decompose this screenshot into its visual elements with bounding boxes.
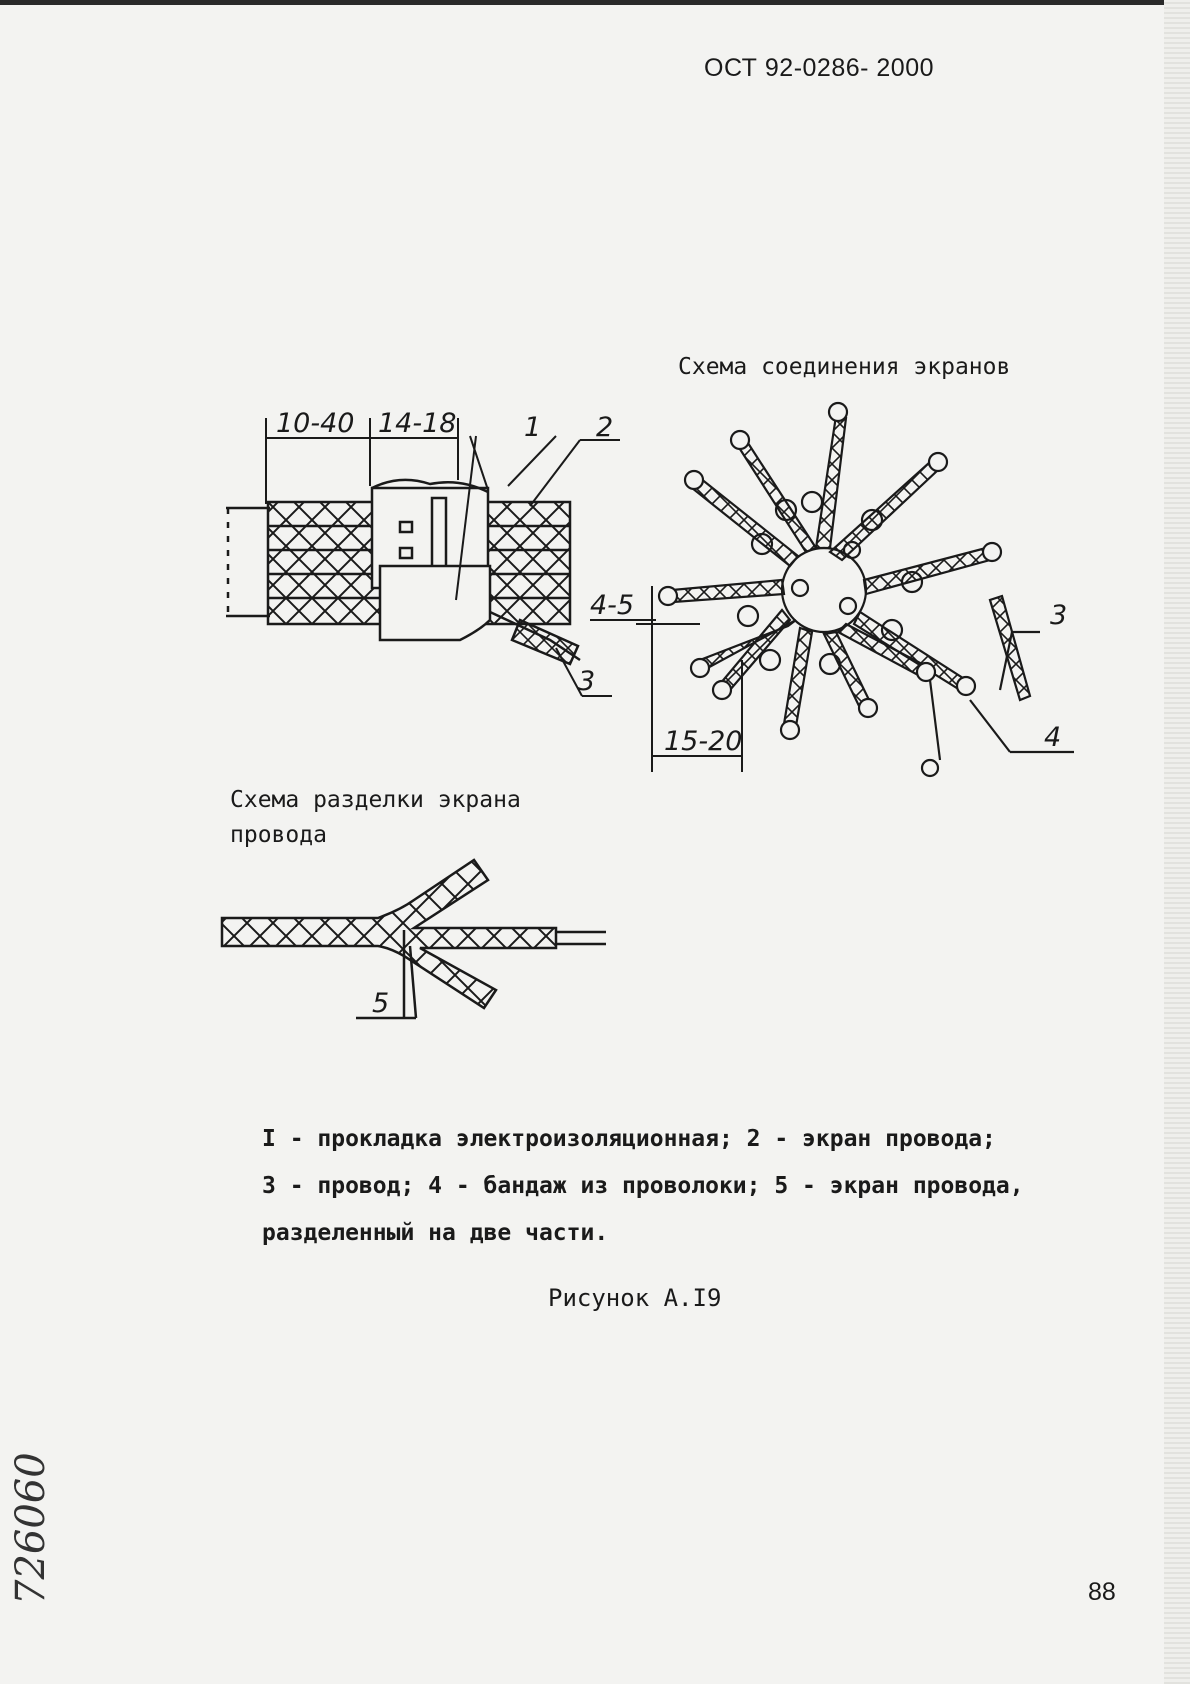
dimension-15-20: 15-20 [664, 726, 743, 757]
callout-3-left: 3 [578, 666, 596, 697]
margin-stamp: 726060 [8, 1452, 54, 1605]
callout-4: 4 [1044, 722, 1062, 753]
caption-joining-scheme: Схема соединения экранов [678, 354, 1011, 380]
shield-joining-star [659, 403, 1074, 776]
callout-3-right: 3 [1050, 600, 1068, 631]
figure-title: Рисунок А.I9 [548, 1284, 722, 1312]
callout-5: 5 [372, 988, 390, 1019]
caption-cutting-scheme: Схема разделки экрана провода [230, 787, 521, 848]
document-code: ОСТ 92-0286- 2000 [704, 54, 935, 82]
bundle-side-view [226, 480, 580, 664]
dimension-14-18: 14-18 [378, 408, 457, 439]
page-number: 88 [1088, 1578, 1116, 1606]
callout-2: 2 [596, 412, 614, 443]
legend-line-1: I - прокладка электроизоляционная; 2 - экран провода; [262, 1126, 996, 1152]
shield-cutting-view [222, 860, 606, 1018]
legend-line-3: разделенный на две части. [262, 1220, 609, 1246]
dimension-4-5: 4-5 [590, 590, 635, 621]
legend-line-2: 3 - провод; 4 - бандаж из проволоки; 5 - экран провода, [262, 1173, 1024, 1199]
legend [262, 1116, 1092, 1257]
callout-1: 1 [524, 412, 542, 443]
dimension-10-40: 10-40 [276, 408, 355, 439]
